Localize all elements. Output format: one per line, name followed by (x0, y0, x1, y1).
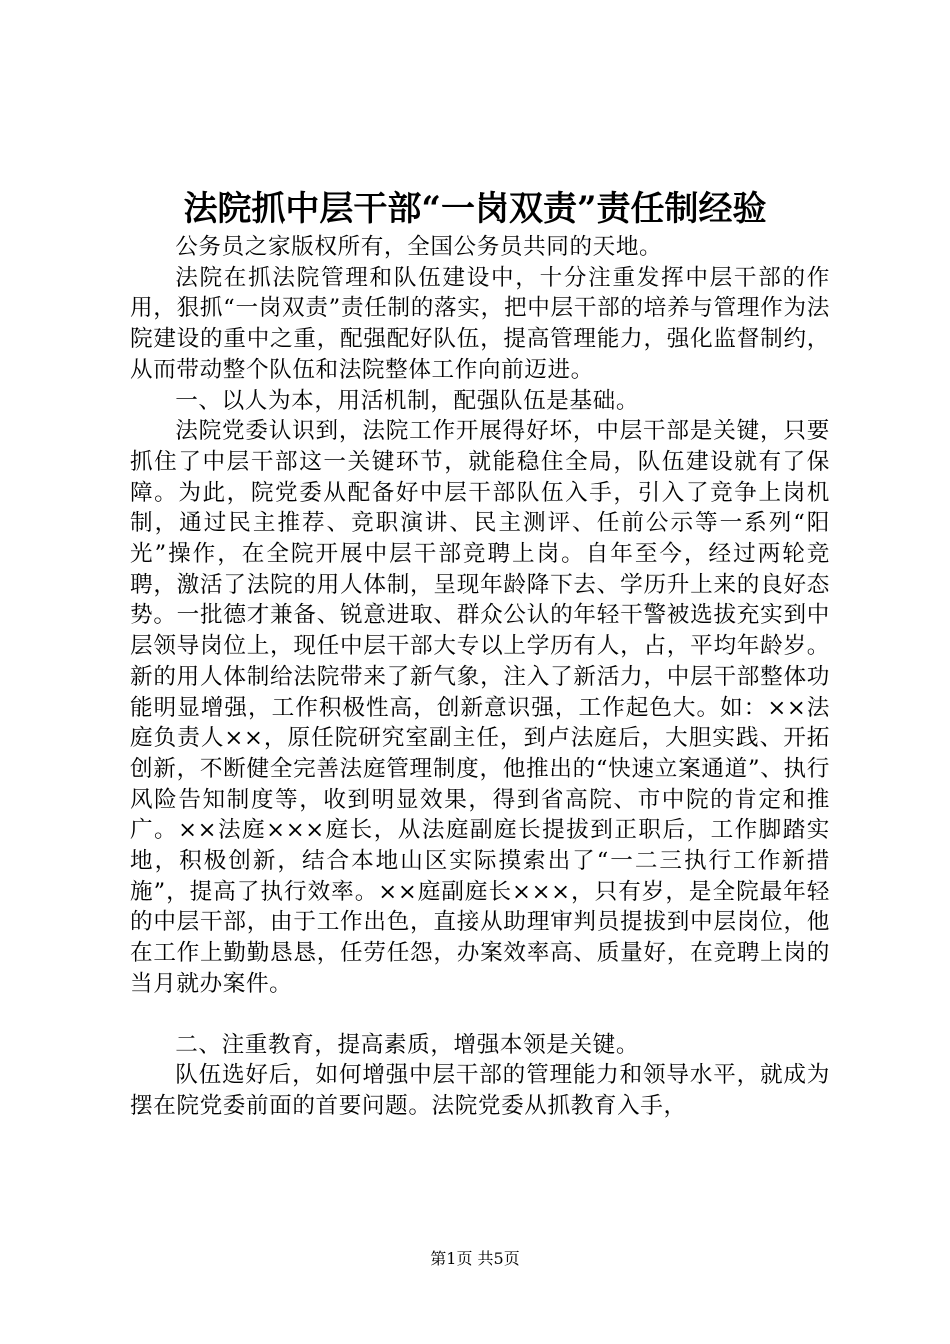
section-heading-1: 一、以人为本，用活机制，配强队伍是基础。 (175, 387, 640, 414)
paragraph-section-2: 队伍选好后，如何增强中层干部的管理能力和领导水平，就成为摆在院党委前面的首要问题。法院党委从抓教育入手， (130, 1062, 830, 1119)
paragraph-section-1: 法院党委认识到，法院工作开展得好坏，中层干部是关键，只要抓住了中层干部这一关键环节，就能稳住全局，队伍建设就有了保障。为此，院党委从配备好中层干部队伍入手，引入了竞争上岗机制，通过民主推荐、竞职演讲、民主测评、任前公示等一系列“阳光”操作，在全院开展中层干部竞聘上岗。自年至今，经过两轮竞聘，激活了法院的用人体制，呈现年龄降下去、学历升上来的良好态势。一批德才兼备、锐意进取、群众公认的年轻干警被选拔充实到中层领导岗位上，现任中层干部大专以上学历有人，占，平均年龄岁。新的用人体制给法院带来了新气象，注入了新活力，中层干部整体功能明显增强，工作积极性高，创新意识强，工作起色大。如：××法庭负责人××，原任院研究室副主任，到卢法庭后，大胆实践、开拓创新，不断健全完善法庭管理制度，他推出的“快速立案通道”、执行风险告知制度等，收到明显效果，得到省高院、市中院的肯定和推广。××法庭×××庭长，从法庭副庭长提拔到正职后，工作脚踏实地，积极创新，结合本地山区实际摸索出了“一二三执行工作新措施”，提高了执行效率。××庭副庭长×××，只有岁，是全院最年轻的中层干部，由于工作出色，直接从助理审判员提拔到中层岗位，他在工作上勤勤恳恳，任劳任怨，办案效率高、质量好，在竞聘上岗的当月就办案件。 (130, 418, 830, 997)
paragraph-copyright: 公务员之家版权所有，全国公务员共同的天地。 (175, 234, 663, 260)
paragraph-intro: 法院在抓法院管理和队伍建设中，十分注重发挥中层干部的作用，狠抓“一岗双责”责任制的落实，把中层干部的培养与管理作为法院建设的重中之重，配强配好队伍，提高管理能力，强化监督制约，从而带动整个队伍和法院整体工作向前迈进。 (130, 264, 830, 383)
document-title: 法院抓中层干部“一岗双责”责任制经验 (183, 189, 767, 229)
document-body (130, 232, 830, 1122)
page-number: 第1页 共5页 (430, 1249, 520, 1268)
page-footer (0, 1248, 950, 1270)
section-heading-2: 二、注重教育，提高素质，增强本领是关键。 (175, 1031, 640, 1058)
